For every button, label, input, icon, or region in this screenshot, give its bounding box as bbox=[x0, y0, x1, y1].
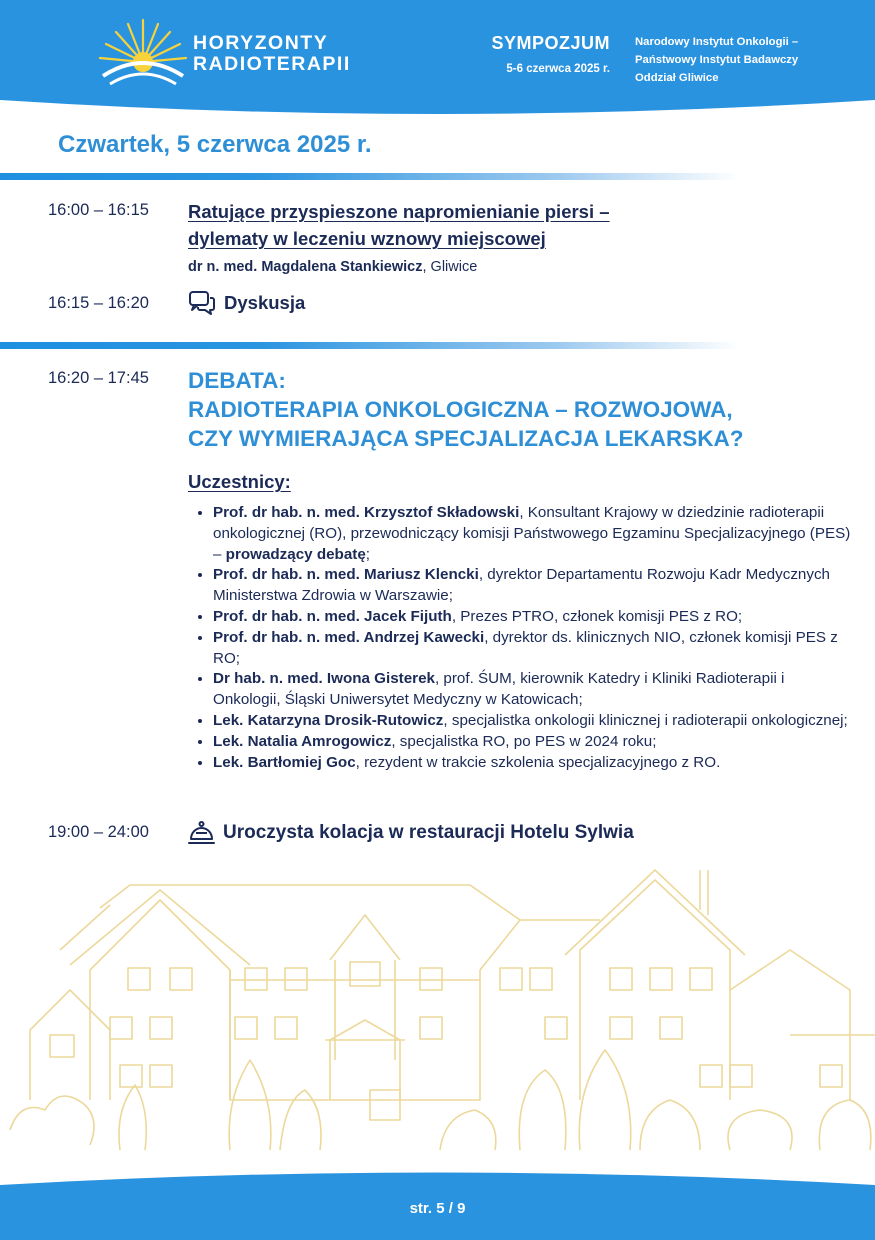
participant-description: , Konsultant Krajowy w dziedzinie radioterapii onkologicznej (RO), przewodniczący komisji Państwowego Egzaminu Specjalizacyjnego (PES) – bbox=[213, 504, 851, 563]
debate-title bbox=[188, 366, 743, 453]
talk-title-line-1: Ratujące przyspieszone napromienianie piersi – bbox=[188, 201, 610, 222]
participant-role: prowadzący debatę bbox=[225, 545, 366, 563]
brand-line-2: RADIOTERAPII bbox=[193, 53, 351, 75]
participant-name: Lek. Katarzyna Drosik-Rutowicz bbox=[213, 711, 444, 729]
sun-logo-icon bbox=[98, 18, 188, 91]
section-divider bbox=[0, 342, 740, 349]
participant-item bbox=[213, 753, 853, 774]
page-footer bbox=[0, 1150, 875, 1240]
participant-item bbox=[213, 732, 853, 753]
participant-name: Prof. dr hab. n. med. Jacek Fijuth bbox=[213, 607, 452, 625]
debate-title-line-2: RADIOTERAPIA ONKOLOGICZNA – ROZWOJOWA, bbox=[188, 397, 733, 422]
participants-heading: Uczestnicy: bbox=[188, 471, 291, 492]
cloche-icon bbox=[188, 820, 215, 846]
chat-bubbles-icon bbox=[188, 290, 216, 316]
speaker-name: dr n. med. Magdalena Stankiewicz bbox=[188, 259, 423, 275]
participant-description: , dyrektor ds. klinicznych NIO, członek komisji PES z RO; bbox=[213, 628, 838, 667]
participant-description: , prof. ŚUM, kierownik Katedry i Kliniki Radioterapii i Onkologii, Śląski Uniwersytet Medyczny w Katowicach; bbox=[213, 670, 785, 709]
footer-background bbox=[0, 1150, 875, 1240]
symposium-block bbox=[470, 32, 610, 75]
speaker-city: , Gliwice bbox=[422, 259, 478, 275]
discussion-time: 16:15 – 16:20 bbox=[48, 294, 149, 312]
symposium-title: SYMPOZJUM bbox=[491, 33, 610, 53]
talk-title bbox=[188, 198, 610, 252]
participant-description: , dyrektor Departamentu Rozwoju Kadr Medycznych Ministerstwa Zdrowia w Warszawie; bbox=[213, 566, 830, 605]
page-number: str. 5 / 9 bbox=[409, 1200, 466, 1217]
participant-item bbox=[213, 628, 853, 670]
brand-line-1: HORYZONTY bbox=[193, 32, 329, 54]
dinner-time: 19:00 – 24:00 bbox=[48, 823, 149, 841]
participant-description: , Prezes PTRO, członek komisji PES z RO; bbox=[451, 607, 743, 625]
speaker bbox=[188, 259, 477, 275]
institute-line-2: Państwowy Instytut Badawczy bbox=[635, 54, 799, 66]
participant-name: Dr hab. n. med. Iwona Gisterek bbox=[213, 670, 435, 688]
institute-line-1: Narodowy Instytut Onkologii – bbox=[635, 36, 799, 48]
participant-tail: ; bbox=[365, 545, 371, 563]
participant-description: , rezydent w trakcie szkolenia specjalizacyjnego z RO. bbox=[355, 753, 721, 771]
dinner-item bbox=[188, 820, 634, 846]
participant-description: , specjalistka RO, po PES w 2024 roku; bbox=[391, 732, 657, 750]
participant-name: Prof. dr hab. n. med. Krzysztof Składowski bbox=[213, 504, 520, 521]
participant-item bbox=[213, 503, 853, 565]
talk-title-line-2: dylematy w leczeniu wznowy miejscowej bbox=[188, 228, 546, 249]
debate-title-line-1: DEBATA: bbox=[188, 368, 286, 393]
participant-name: Lek. Bartłomiej Goc bbox=[213, 753, 356, 771]
discussion-item bbox=[188, 290, 305, 316]
participant-name: Prof. dr hab. n. med. Mariusz Klencki bbox=[213, 566, 479, 584]
hotel-building-illustration bbox=[0, 860, 875, 1165]
debate-title-line-3: CZY WYMIERAJĄCA SPECJALIZACJA LEKARSKA? bbox=[188, 426, 744, 451]
participant-item bbox=[213, 565, 853, 607]
brand-name bbox=[193, 33, 351, 75]
participant-name: Prof. dr hab. n. med. Andrzej Kawecki bbox=[213, 628, 485, 646]
participant-item bbox=[213, 711, 853, 732]
section-divider bbox=[0, 173, 740, 180]
participant-item bbox=[213, 607, 853, 628]
dinner-label: Uroczysta kolacja w restauracji Hotelu Sylwia bbox=[223, 822, 634, 843]
participants-list bbox=[196, 503, 853, 773]
discussion-label: Dyskusja bbox=[224, 292, 306, 313]
institute-line-3: Oddział Gliwice bbox=[635, 72, 719, 84]
debate-time: 16:20 – 17:45 bbox=[48, 369, 149, 387]
institute-name bbox=[635, 33, 798, 87]
day-title: Czwartek, 5 czerwca 2025 r. bbox=[58, 131, 372, 158]
participant-item bbox=[213, 669, 853, 711]
symposium-date: 5-6 czerwca 2025 r. bbox=[506, 63, 610, 75]
participant-description: , specjalistka onkologii klinicznej i radioterapii onkologicznej; bbox=[443, 711, 848, 729]
session-time: 16:00 – 16:15 bbox=[48, 201, 149, 219]
participant-name: Lek. Natalia Amrogowicz bbox=[213, 732, 392, 750]
